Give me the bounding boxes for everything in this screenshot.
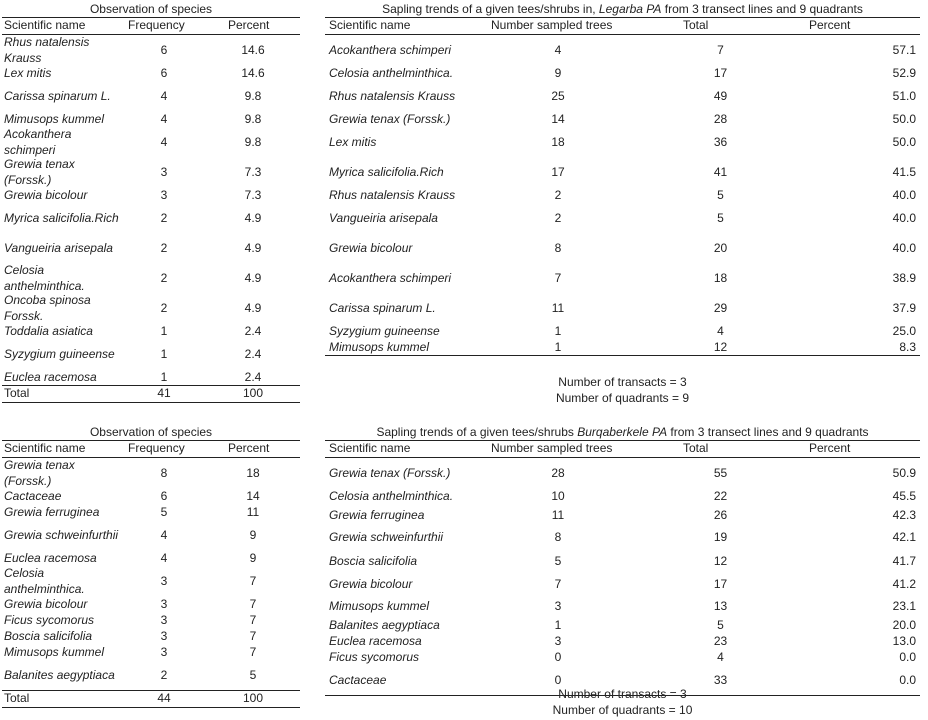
- table-title: [325, 424, 920, 440]
- table-row: [325, 111, 920, 127]
- total-value: 18: [713, 271, 728, 286]
- percent-value: 9.8: [244, 89, 262, 104]
- table-row: [2, 504, 300, 520]
- species-name: Grewia schweinfurthii: [4, 528, 119, 543]
- header-row: [325, 441, 920, 457]
- percent-value: 9: [249, 551, 257, 566]
- species-name: Carissa spinarum L.: [4, 89, 111, 104]
- frequency-value: 4: [160, 112, 168, 127]
- header-percent: Percent: [809, 441, 851, 456]
- header-number-sampled: Number sampled trees: [491, 18, 613, 33]
- header-percent: Percent: [228, 18, 270, 33]
- table-body: [2, 458, 300, 690]
- percent-value: 25.0: [892, 324, 916, 339]
- percent-value: 7: [249, 645, 257, 660]
- species-name: Acokanthera schimperi: [329, 43, 452, 58]
- percent-value: 45.5: [892, 489, 916, 504]
- total-label: Total: [4, 386, 30, 401]
- sampled-trees-value: 14: [551, 112, 565, 127]
- percent-value: 7.3: [244, 188, 262, 203]
- species-name: Acokanthera schimperi: [4, 127, 72, 157]
- table-row: [2, 612, 300, 628]
- table-row: [2, 127, 300, 157]
- table-row: [325, 293, 920, 323]
- quadrants-note: Number of quadrants = 10: [552, 703, 693, 717]
- percent-value: 51.0: [892, 89, 916, 104]
- species-name: Ficus sycomorus: [329, 650, 420, 665]
- header-frequency: Frequency: [128, 18, 185, 33]
- header-percent: Percent: [228, 441, 270, 456]
- percent-value: 42.1: [892, 530, 916, 545]
- table-row: [2, 550, 300, 566]
- sampled-trees-value: 8: [554, 241, 562, 256]
- percent-value: 4.9: [244, 211, 262, 226]
- species-name: Celosia anthelminthica.: [4, 263, 85, 293]
- header-scientific-name: Scientific name: [329, 18, 411, 33]
- table-row: [325, 65, 920, 81]
- species-name: Mimusops kummel: [329, 340, 430, 355]
- sampled-trees-value: 10: [551, 489, 565, 504]
- percent-value: 14: [246, 489, 260, 504]
- table-row: [325, 323, 920, 339]
- species-name: Mimusops kummel: [4, 645, 105, 660]
- percent-value: 7: [249, 574, 257, 589]
- total-row: [2, 386, 300, 402]
- sampled-trees-value: 0: [554, 673, 562, 688]
- frequency-value: 6: [160, 489, 168, 504]
- total-row: [2, 691, 300, 707]
- table-row: [325, 339, 920, 355]
- table-row: [325, 595, 920, 617]
- percent-value: 0.0: [899, 673, 916, 688]
- frequency-value: 6: [160, 66, 168, 81]
- species-name: Cactaceae: [329, 673, 387, 688]
- frequency-value: 3: [160, 574, 168, 589]
- percent-value: 8.3: [899, 340, 916, 355]
- frequency-value: 3: [160, 188, 168, 203]
- percent-value: 11: [246, 505, 260, 520]
- percent-value: 40.0: [892, 188, 916, 203]
- percent-value: 4.9: [244, 241, 262, 256]
- table-row: [2, 233, 300, 263]
- percent-value: 7: [249, 613, 257, 628]
- percent-value: 38.9: [892, 271, 916, 286]
- total-value: 33: [713, 673, 728, 688]
- percent-value: 42.3: [892, 508, 916, 523]
- table-row: [2, 65, 300, 81]
- sampled-trees-value: 7: [554, 577, 562, 592]
- percent-value: 41.7: [892, 553, 916, 568]
- total-label: Total: [4, 691, 30, 706]
- table-rule: [2, 402, 300, 403]
- species-name: Celosia anthelminthica.: [4, 566, 85, 596]
- species-name: Lex mitis: [4, 66, 52, 81]
- percent-value: 5: [249, 668, 257, 683]
- species-name: Rhus natalensis Krauss: [4, 35, 90, 65]
- total-value: 4: [717, 324, 724, 339]
- frequency-value: 1: [160, 324, 168, 339]
- species-name: Grewia ferruginea: [4, 505, 100, 520]
- total-value: 20: [713, 241, 728, 256]
- species-name: Toddalia asiatica: [4, 324, 93, 339]
- table-row: [2, 157, 300, 187]
- percent-value: 9: [249, 528, 257, 543]
- total-value: 5: [717, 618, 724, 633]
- species-name: Grewia schweinfurthii: [329, 530, 444, 545]
- sampled-trees-value: 2: [554, 211, 562, 226]
- total-frequency: 41: [157, 386, 171, 401]
- sampled-trees-value: 0: [554, 650, 562, 665]
- total-value: 5: [717, 188, 724, 203]
- percent-value: 2.4: [244, 347, 262, 362]
- percent-value: 4.9: [244, 301, 262, 316]
- table-row: [2, 81, 300, 111]
- header-total: Total: [683, 441, 709, 456]
- percent-value: 7: [249, 597, 257, 612]
- sampled-trees-value: 1: [554, 340, 562, 355]
- sampled-trees-value: 1: [554, 324, 562, 339]
- table-row: [325, 35, 920, 65]
- frequency-value: 6: [160, 43, 168, 58]
- total-value: 17: [713, 577, 728, 592]
- total-value: 17: [713, 66, 728, 81]
- frequency-value: 5: [160, 505, 168, 520]
- table-row: [325, 526, 920, 548]
- table-row: [325, 127, 920, 157]
- species-name: Acokanthera schimperi: [329, 271, 452, 286]
- table-row: [2, 111, 300, 127]
- frequency-value: 1: [160, 347, 168, 362]
- table-row: [325, 263, 920, 293]
- table-row: [325, 157, 920, 187]
- sampled-trees-value: 5: [554, 553, 562, 568]
- table-title: Observation of species: [89, 425, 213, 439]
- percent-value: 50.0: [892, 112, 916, 127]
- percent-value: 23.1: [892, 599, 916, 614]
- frequency-value: 4: [160, 551, 168, 566]
- sampled-trees-value: 18: [551, 135, 565, 150]
- header-row: [2, 441, 300, 457]
- percent-value: 4.9: [244, 271, 262, 286]
- frequency-value: 4: [160, 135, 168, 150]
- sampled-trees-value: 28: [551, 466, 565, 481]
- frequency-value: 3: [160, 613, 168, 628]
- percent-value: 57.1: [892, 43, 916, 58]
- sampled-trees-value: 4: [554, 43, 562, 58]
- percent-value: 9.8: [244, 112, 262, 127]
- total-value: 28: [713, 112, 728, 127]
- total-value: 5: [717, 211, 724, 226]
- species-name: Grewia bicolour: [329, 577, 413, 592]
- percent-value: 40.0: [892, 211, 916, 226]
- sampled-trees-value: 9: [554, 66, 562, 81]
- frequency-value: 4: [160, 528, 168, 543]
- sampled-trees-value: 11: [551, 508, 565, 523]
- table-row: [2, 339, 300, 369]
- table-row: [325, 617, 920, 633]
- table-row: [325, 548, 920, 573]
- species-name: Mimusops kummel: [329, 599, 430, 614]
- table-row: [325, 203, 920, 233]
- percent-value: 14.6: [241, 66, 265, 81]
- table-row: [2, 203, 300, 233]
- species-name: Grewia tenax (Forssk.): [4, 157, 75, 187]
- species-name: Ficus sycomorus: [4, 613, 95, 628]
- percent-value: 37.9: [892, 301, 916, 316]
- percent-value: 50.0: [892, 135, 916, 150]
- table-row: [2, 488, 300, 504]
- frequency-value: 3: [160, 629, 168, 644]
- percent-value: 2.4: [244, 324, 262, 339]
- percent-value: 50.9: [892, 466, 916, 481]
- total-value: 41: [713, 165, 728, 180]
- header-row: [2, 18, 300, 34]
- title-prefix: Sapling trends of a given tees/shrubs in,: [382, 2, 599, 16]
- total-value: 23: [713, 634, 728, 649]
- table-title: [325, 1, 920, 17]
- table-row: [325, 81, 920, 111]
- table-row: [2, 263, 300, 293]
- sampled-trees-value: 7: [554, 271, 562, 286]
- species-name: Celosia anthelminthica.: [329, 489, 454, 504]
- percent-value: 0.0: [899, 650, 916, 665]
- table-row: [2, 520, 300, 550]
- percent-value: 14.6: [241, 43, 265, 58]
- total-value: 7: [717, 43, 724, 58]
- total-value: 49: [713, 89, 728, 104]
- species-name: Oncoba spinosa Forssk.: [4, 293, 91, 323]
- total-value: 13: [713, 599, 728, 614]
- percent-value: 41.2: [892, 577, 916, 592]
- species-name: Mimusops kummel: [4, 112, 105, 127]
- species-name: Grewia tenax (Forssk.): [329, 466, 451, 481]
- table-title: Observation of species: [89, 2, 213, 16]
- species-name: Balanites aegyptiaca: [329, 618, 440, 633]
- title-site: Legarba PA: [598, 2, 662, 16]
- observation-table-2: [2, 424, 300, 708]
- percent-value: 7.3: [244, 165, 262, 180]
- table-row: [325, 187, 920, 203]
- table-row: [2, 458, 300, 488]
- species-name: Grewia bicolour: [4, 597, 88, 612]
- frequency-value: 3: [160, 165, 168, 180]
- percent-value: 7: [249, 629, 257, 644]
- total-value: 29: [713, 301, 728, 316]
- transects-note: Number of transacts = 3: [558, 687, 687, 701]
- header-scientific-name: Scientific name: [4, 441, 86, 456]
- title-prefix: Sapling trends of a given tees/shrubs: [376, 425, 578, 439]
- species-name: Balanites aegyptiaca: [4, 668, 115, 683]
- sampled-trees-value: 1: [554, 618, 562, 633]
- table-row: [2, 293, 300, 323]
- observation-table-1: [2, 1, 300, 403]
- table-row: [2, 323, 300, 339]
- total-value: 26: [713, 508, 728, 523]
- frequency-value: 2: [160, 301, 168, 316]
- table-row: [2, 596, 300, 612]
- header-percent: Percent: [809, 18, 851, 33]
- sampled-trees-value: 8: [554, 530, 562, 545]
- total-value: 12: [713, 340, 728, 355]
- table-body: [325, 35, 920, 355]
- frequency-value: 2: [160, 241, 168, 256]
- total-frequency: 44: [157, 691, 171, 706]
- table-row: [325, 458, 920, 488]
- table-row: [2, 566, 300, 596]
- species-name: Lex mitis: [329, 135, 377, 150]
- sampled-trees-value: 3: [554, 634, 562, 649]
- quadrants-note: Number of quadrants = 9: [555, 391, 690, 405]
- header-number-sampled: Number sampled trees: [491, 441, 613, 456]
- transects-note: Number of transacts = 3: [558, 375, 687, 389]
- percent-value: 41.5: [892, 165, 916, 180]
- sampled-trees-value: 2: [554, 188, 562, 203]
- title-site: Burqaberkele PA: [577, 425, 668, 439]
- header-scientific-name: Scientific name: [4, 18, 86, 33]
- percent-value: 18: [246, 466, 260, 481]
- sampled-trees-value: 11: [551, 301, 565, 316]
- table-row: [2, 644, 300, 660]
- title-suffix: from 3 transect lines and 9 quadrants: [667, 425, 869, 439]
- table-row: [325, 504, 920, 526]
- table-row: [2, 628, 300, 644]
- species-name: Boscia salicifolia: [4, 629, 93, 644]
- species-name: Grewia ferruginea: [329, 508, 425, 523]
- species-name: Euclea racemosa: [4, 551, 97, 566]
- table-row: [2, 187, 300, 203]
- percent-value: 13.0: [892, 634, 916, 649]
- percent-value: 20.0: [892, 618, 916, 633]
- total-value: 55: [713, 466, 728, 481]
- total-percent: 100: [242, 386, 264, 401]
- species-name: Cactaceae: [4, 489, 62, 504]
- species-name: Euclea racemosa: [329, 634, 422, 649]
- table-rule: [2, 707, 300, 708]
- species-name: Grewia tenax (Forssk.): [4, 458, 75, 488]
- header-scientific-name: Scientific name: [329, 441, 411, 456]
- percent-value: 9.8: [244, 135, 262, 150]
- header-total: Total: [683, 18, 709, 33]
- species-name: Euclea racemosa: [4, 370, 97, 385]
- species-name: Myrica salicifolia.Rich: [329, 165, 444, 180]
- total-value: 12: [713, 553, 728, 568]
- total-value: 22: [713, 489, 728, 504]
- title-suffix: from 3 transect lines and 9 quadrants: [661, 2, 863, 16]
- species-name: Grewia bicolour: [4, 188, 88, 203]
- percent-value: 40.0: [892, 241, 916, 256]
- frequency-value: 3: [160, 645, 168, 660]
- species-name: Rhus natalensis Krauss: [329, 89, 456, 104]
- table-row: [2, 35, 300, 65]
- header-row: [325, 18, 920, 34]
- frequency-value: 3: [160, 597, 168, 612]
- total-value: 36: [713, 135, 728, 150]
- table-row: [325, 633, 920, 649]
- frequency-value: 2: [160, 211, 168, 226]
- percent-value: 2.4: [244, 370, 262, 385]
- frequency-value: 8: [160, 466, 168, 481]
- table-row: [325, 488, 920, 504]
- table-row: [325, 649, 920, 665]
- table-row: [2, 369, 300, 385]
- sapling-trend-table-burqaberkele: [325, 424, 920, 696]
- sampled-trees-value: 3: [554, 599, 562, 614]
- header-frequency: Frequency: [128, 441, 185, 456]
- species-name: Grewia bicolour: [329, 241, 413, 256]
- frequency-value: 1: [160, 370, 168, 385]
- total-value: 4: [717, 650, 724, 665]
- sampled-trees-value: 25: [551, 89, 565, 104]
- percent-value: 52.9: [892, 66, 916, 81]
- frequency-value: 4: [160, 89, 168, 104]
- total-value: 19: [713, 530, 728, 545]
- species-name: Myrica salicifolia.Rich: [4, 211, 119, 226]
- species-name: Vangueiria arisepala: [329, 211, 438, 226]
- species-name: Syzygium guineense: [4, 347, 115, 362]
- frequency-value: 2: [160, 271, 168, 286]
- species-name: Grewia tenax (Forssk.): [329, 112, 451, 127]
- total-percent: 100: [242, 691, 264, 706]
- sapling-trend-table-legarba: [325, 1, 920, 356]
- sampled-trees-value: 17: [551, 165, 565, 180]
- species-name: Syzygium guineense: [329, 324, 440, 339]
- species-name: Vangueiria arisepala: [4, 241, 113, 256]
- table-row: [325, 573, 920, 595]
- species-name: Rhus natalensis Krauss: [329, 188, 456, 203]
- frequency-value: 2: [160, 668, 168, 683]
- table-row: [2, 660, 300, 690]
- table-row: [325, 233, 920, 263]
- species-name: Carissa spinarum L.: [329, 301, 436, 316]
- species-name: Boscia salicifolia: [329, 553, 418, 568]
- table-body: [2, 35, 300, 385]
- species-name: Celosia anthelminthica.: [329, 66, 454, 81]
- table-body: [325, 458, 920, 695]
